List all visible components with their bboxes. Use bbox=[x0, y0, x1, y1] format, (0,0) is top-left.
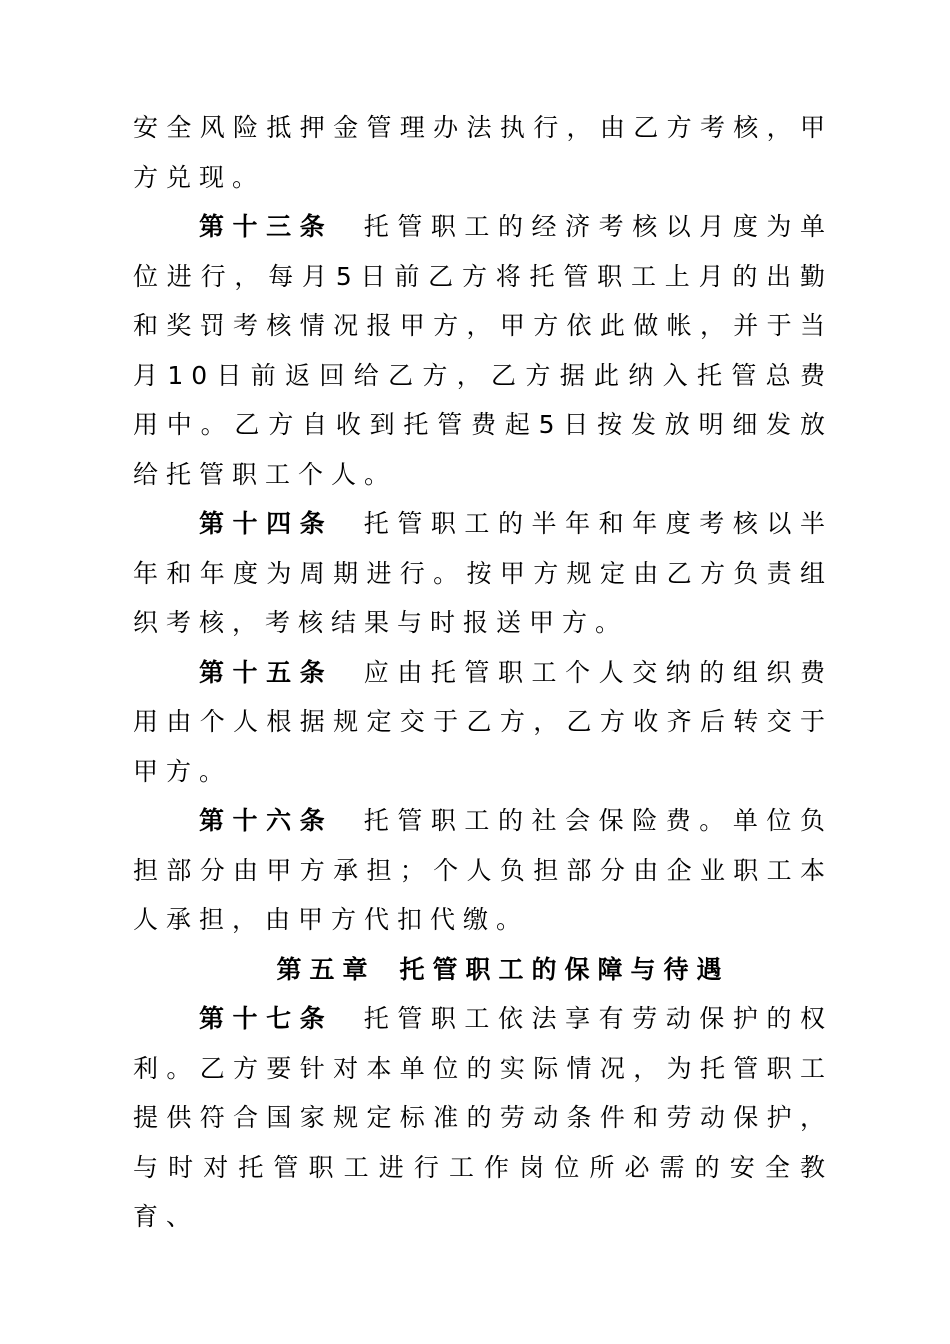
article-14 bbox=[133, 499, 833, 648]
article-17 bbox=[133, 994, 833, 1242]
article-16-number: 第十六条 bbox=[199, 806, 334, 835]
chapter-title: 托管职工的保障与待遇 bbox=[399, 954, 730, 984]
continuation-paragraph bbox=[133, 103, 833, 202]
chapter-heading bbox=[133, 945, 833, 995]
document-page bbox=[133, 103, 833, 1242]
continuation-text: 安全风险抵押金管理办法执行，由乙方考核，甲方兑现。 bbox=[133, 113, 833, 192]
article-17-number: 第十七条 bbox=[199, 1004, 334, 1033]
article-16-text: 托管职工的社会保险费。单位负担部分由甲方承担；个人负担部分由企业职工本人承担，由甲方代扣代缴。 bbox=[133, 806, 833, 934]
article-15-number: 第十五条 bbox=[199, 657, 334, 687]
chapter-number: 第五章 bbox=[276, 954, 376, 984]
article-17-text: 托管职工依法享有劳动保护的权利。乙方要针对本单位的实际情况，为托管职工提供符合国家规定标准的劳动条件和劳动保护，与时对托管职工进行工作岗位所必需的安全教育、 bbox=[133, 1004, 833, 1231]
article-13 bbox=[133, 202, 833, 499]
article-13-number: 第十三条 bbox=[199, 212, 334, 241]
article-16 bbox=[133, 796, 833, 945]
article-15 bbox=[133, 648, 833, 797]
article-14-number: 第十四条 bbox=[199, 509, 334, 538]
article-15-text: 应由托管职工个人交纳的组织费用由个人根据规定交于乙方，乙方收齐后转交于甲方。 bbox=[133, 657, 833, 786]
article-14-text: 托管职工的半年和年度考核以半年和年度为周期进行。按甲方规定由乙方负责组织考核，考核结果与时报送甲方。 bbox=[133, 509, 833, 637]
article-13-text: 托管职工的经济考核以月度为单位进行，每月5日前乙方将托管职工上月的出勤和奖罚考核情况报甲方，甲方依此做帐，并于当月10日前返回给乙方，乙方据此纳入托管总费用中。乙方自收到托管费起5日按发放明细发放给托管职工个人。 bbox=[133, 212, 833, 489]
